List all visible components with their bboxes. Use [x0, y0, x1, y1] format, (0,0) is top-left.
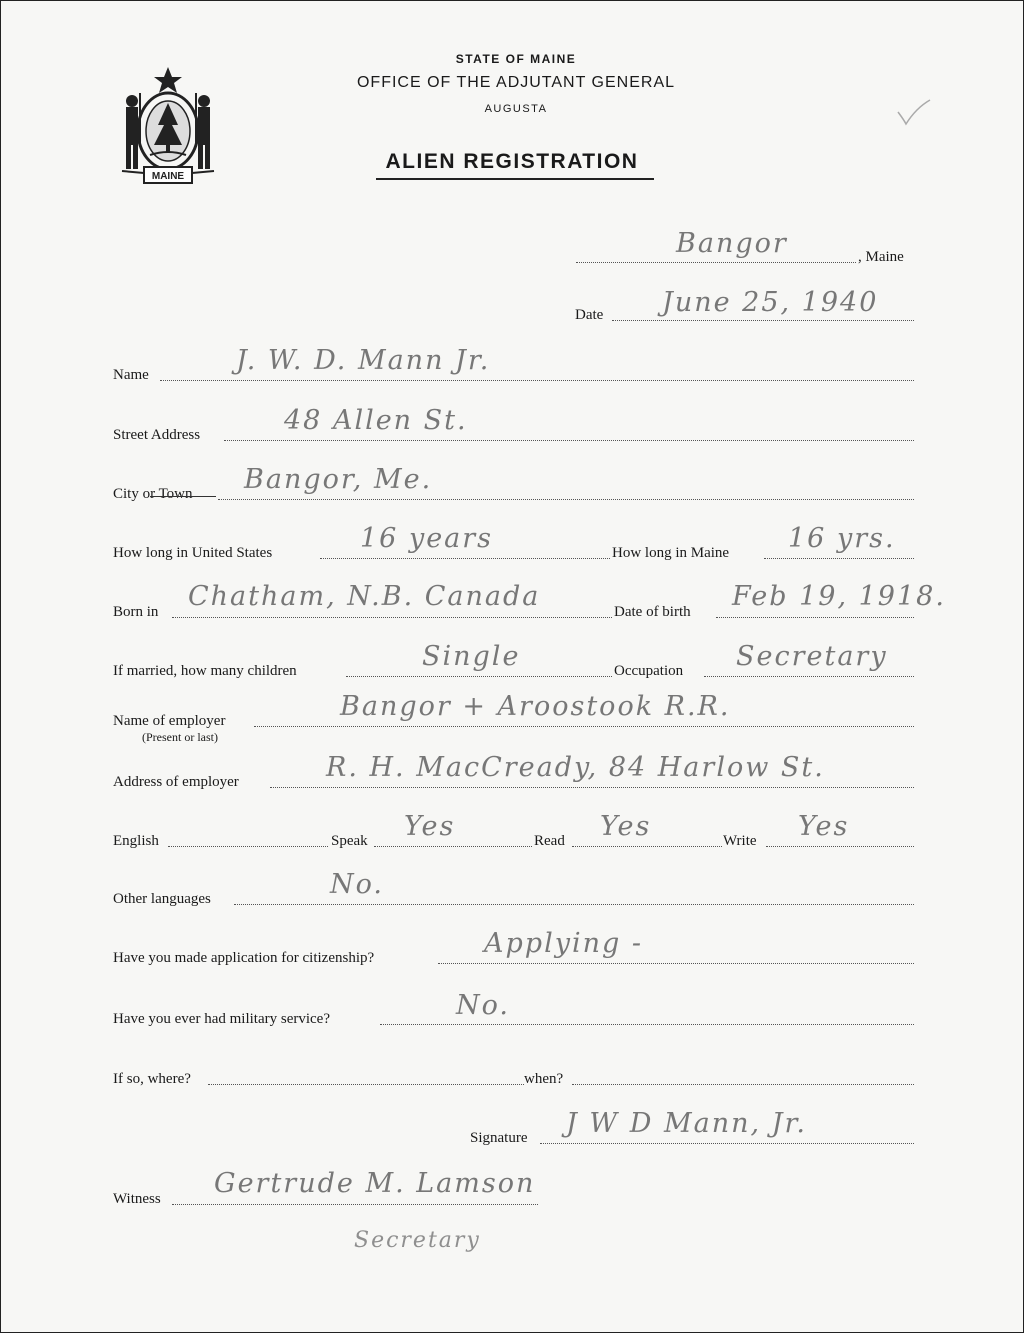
- citizenship-label: Have you made application for citizenship?: [113, 950, 375, 966]
- born-in-dotted-line: [172, 617, 612, 618]
- employer-sub-label: (Present or last): [142, 730, 218, 744]
- name-dotted-line: [160, 380, 914, 381]
- date-of-birth-entry: Feb 19, 1918.: [732, 581, 946, 612]
- read-label: Read: [534, 833, 565, 849]
- form-title: ALIEN REGISTRATION: [385, 150, 639, 173]
- occupation-entry: Secretary: [736, 641, 888, 672]
- when-label: when?: [524, 1071, 564, 1087]
- town-entry: Bangor: [676, 228, 788, 259]
- witness-dotted-line: [172, 1204, 538, 1205]
- english-dotted-line: [168, 846, 328, 847]
- if-married-label: If married, how many children: [113, 663, 297, 679]
- how-long-maine-dotted-line: [764, 558, 914, 559]
- citizenship-entry: Applying -: [484, 928, 643, 959]
- name-entry: J. W. D. Mann Jr.: [236, 345, 491, 376]
- name-label: Name: [113, 367, 149, 383]
- header-state: STATE OF MAINE: [455, 52, 577, 66]
- witness-label: Witness: [113, 1191, 161, 1207]
- citizenship-dotted-line: [438, 963, 914, 964]
- military-label: Have you ever had military service?: [113, 1011, 330, 1027]
- write-dotted-line: [766, 846, 914, 847]
- write-label: Write: [723, 833, 757, 849]
- street-address-label: Street Address: [113, 427, 201, 443]
- date-label: Date: [575, 307, 604, 323]
- read-dotted-line: [572, 846, 722, 847]
- speak-dotted-line: [374, 846, 532, 847]
- street-address-dotted-line: [224, 440, 914, 441]
- signature-dotted-line: [540, 1143, 914, 1144]
- other-languages-entry: No.: [330, 869, 384, 900]
- other-languages-dotted-line: [234, 904, 914, 905]
- if-so-where-label: If so, where?: [113, 1071, 191, 1087]
- where-dotted-line: [208, 1084, 524, 1085]
- how-long-us-label: How long in United States: [113, 545, 273, 561]
- signature-entry: J W D Mann, Jr.: [566, 1108, 808, 1139]
- other-languages-label: Other languages: [113, 891, 211, 907]
- employer-name-dotted-line: [254, 726, 914, 727]
- city-or-town-entry: Bangor, Me.: [244, 464, 433, 495]
- signature-label: Signature: [470, 1130, 528, 1146]
- born-in-label: Born in: [113, 604, 159, 620]
- how-long-maine-entry: 16 yrs.: [788, 523, 896, 554]
- how-long-us-entry: 16 years: [360, 523, 494, 554]
- seal-banner-text: MAINE: [151, 171, 185, 182]
- when-dotted-line: [572, 1084, 914, 1085]
- date-entry: June 25, 1940: [662, 287, 879, 318]
- maine-label: , Maine: [858, 249, 904, 265]
- military-entry: No.: [456, 990, 510, 1021]
- title-underline: [376, 178, 654, 180]
- employer-name-label: Name of employer: [113, 713, 226, 729]
- street-address-entry: 48 Allen St.: [284, 405, 468, 436]
- employer-address-entry: R. H. MacCready, 84 Harlow St.: [326, 752, 825, 783]
- military-dotted-line: [380, 1024, 914, 1025]
- header-office: OFFICE OF THE ADJUTANT GENERAL: [356, 74, 676, 91]
- witness-title-entry: Secretary: [354, 1228, 481, 1253]
- read-entry: Yes: [600, 811, 652, 842]
- how-long-maine-label: How long in Maine: [612, 545, 730, 561]
- date-dotted-line: [612, 320, 914, 321]
- occupation-dotted-line: [704, 676, 914, 677]
- employer-address-dotted-line: [270, 787, 914, 788]
- occupation-label: Occupation: [614, 663, 684, 679]
- employer-name-entry: Bangor + Aroostook R.R.: [340, 691, 731, 722]
- speak-label: Speak: [331, 833, 368, 849]
- city-label-strikethrough: [150, 496, 216, 497]
- town-dotted-line: [576, 262, 856, 263]
- children-entry: Single: [422, 641, 521, 672]
- write-entry: Yes: [798, 811, 850, 842]
- born-in-entry: Chatham, N.B. Canada: [188, 581, 541, 612]
- witness-entry: Gertrude M. Lamson: [214, 1168, 536, 1199]
- how-long-us-dotted-line: [320, 558, 610, 559]
- employer-address-label: Address of employer: [113, 774, 239, 790]
- date-of-birth-label: Date of birth: [614, 604, 691, 620]
- city-or-town-dotted-line: [218, 499, 914, 500]
- children-dotted-line: [346, 676, 612, 677]
- date-of-birth-dotted-line: [716, 617, 914, 618]
- speak-entry: Yes: [404, 811, 456, 842]
- english-label: English: [113, 833, 159, 849]
- city-or-town-label: City or Town: [113, 486, 193, 502]
- header-city: AUGUSTA: [484, 103, 548, 115]
